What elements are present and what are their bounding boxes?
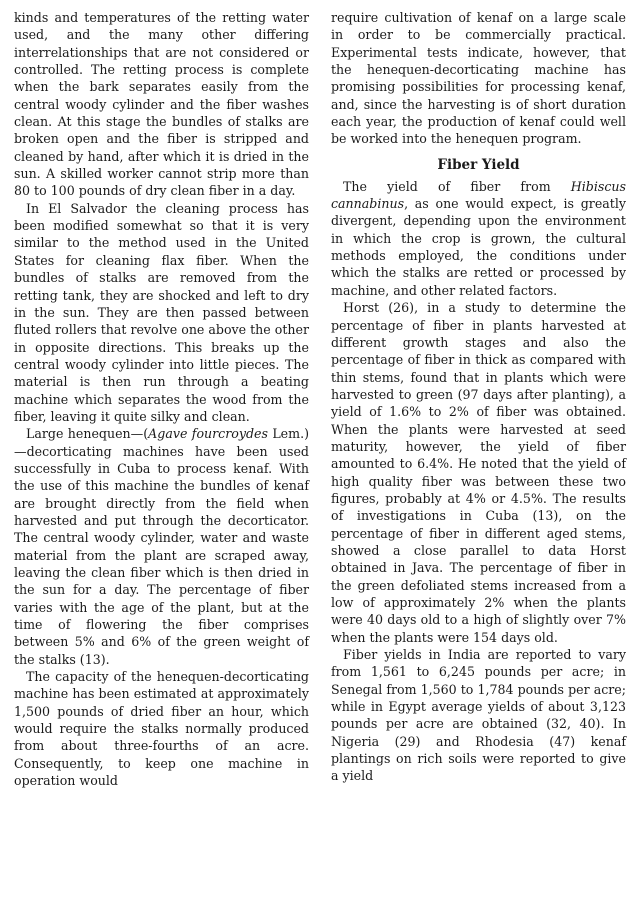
paragraph-el-salvador: In El Salvador the cleaning process has been modified somewhat so that it is very similar to the method used in the United States for cleaning flax fiber. When the bundles of stalks are removed from the retting tank, they are shocked and left to dry in the sun. They are then passed between fluted rollers that revolve one above the other in opposite directions. This breaks up the central woody cylinder into little pieces. The material is then run through a beating machine which separates the wood from the fiber, leaving it quite silky and clean. — [14, 200, 309, 424]
paragraph-fiber-yield-intro — [331, 178, 626, 299]
paragraph-lead: Large henequen—( — [26, 426, 149, 442]
paragraph-machine-capacity: The capacity of the henequen-decorticating machine has been estimated at approximately 1,500 pounds of dried fiber an hour, which would require the stalks normally produced from about three-fourths of an acre. Consequently, to keep one machine in operation would — [14, 669, 309, 789]
left-column — [14, 9, 309, 900]
paragraph-regional-yields: Fiber yields in India are reported to vary from 1,561 to 6,245 pounds per acre; in Senegal from 1,560 to 1,784 pounds per acre; while in Egypt average yields of about 3,123 pounds per acre are obtained (32, 40). In Nigeria (29) and Rhodesia (47) kenaf plantings on rich soils were reported to give a yield — [331, 647, 626, 784]
paragraph-body: , as one would expect, is greatly divergent, depending upon the environment in which the crop is grown, the cultural methods employed, the conditions under which the stalks are retted or processed by machine, and other related factors. — [331, 196, 626, 298]
paragraph-body: Lem.)—decorticating machines have been used successfully in Cuba to process kenaf. With the use of this machine the bundles of kenaf are brought directly from the field when harvested and put through the decorticator. The central woody cylinder, water and waste material from the plant are scraped away, leaving the clean fiber which is then dried in the sun for a day. The percentage of fiber varies with the age of the plant, but at the time of flowering the fiber comprises between 5% and 6% of the green weight of the stalks (13). — [14, 426, 309, 667]
right-column — [331, 9, 626, 900]
paragraph-horst-study: Horst (26), in a study to determine the percentage of fiber in plants harvested at different growth stages and also the percentage of fiber in thick as compared with thin stems, found that in plants which were harvested to green (97 days after planting), a yield of 1.6% to 2% of fiber was obtained. When the plants were harvested at seed maturity, however, the yield of fiber amounted to 6.4%. He noted that the yield of high quality fiber was between these two figures, probably at 4% or 4.5%. The results of investigations in Cuba (13), on the percentage of fiber in different aged stems, showed a close parallel to data Horst obtained in Java. The percentage of fiber in the green defoliated stems increased from a low of approximately 2% when the plants were 40 days old to a high of slightly over 7% when the plants were 154 days old. — [331, 300, 626, 645]
paragraph-commercial-cultivation: require cultivation of kenaf on a large scale in order to be commercially practical. Experimental tests indicate, however, that the henequen-decorticating machine has promising possibilities for processing kenaf, and, since the harvesting is of short duration each year, the production of kenaf could well be worked into the henequen program. — [331, 10, 626, 147]
section-heading-fiber-yield: Fiber Yield — [437, 156, 520, 173]
paragraph-retting-completion: kinds and temperatures of the retting water used, and the many other differing interrelationships that are not considered or controlled. The retting process is complete when the bark separates easily from the central woody cylinder and the fiber washes clean. At this stage the bundles of stalks are broken open and the fiber is stripped and cleaned by hand, after which it is dried in the sun. A skilled worker cannot strip more than 80 to 100 pounds of dry clean fiber in a day. — [14, 10, 309, 199]
paragraph-lead: The yield of fiber from — [343, 178, 571, 194]
paragraph-henequen-decorticating — [14, 425, 309, 668]
species-name-agave: Agave fourcroydes — [148, 426, 268, 442]
species-name-hibiscus: Hibiscus cannabinus — [331, 178, 626, 212]
